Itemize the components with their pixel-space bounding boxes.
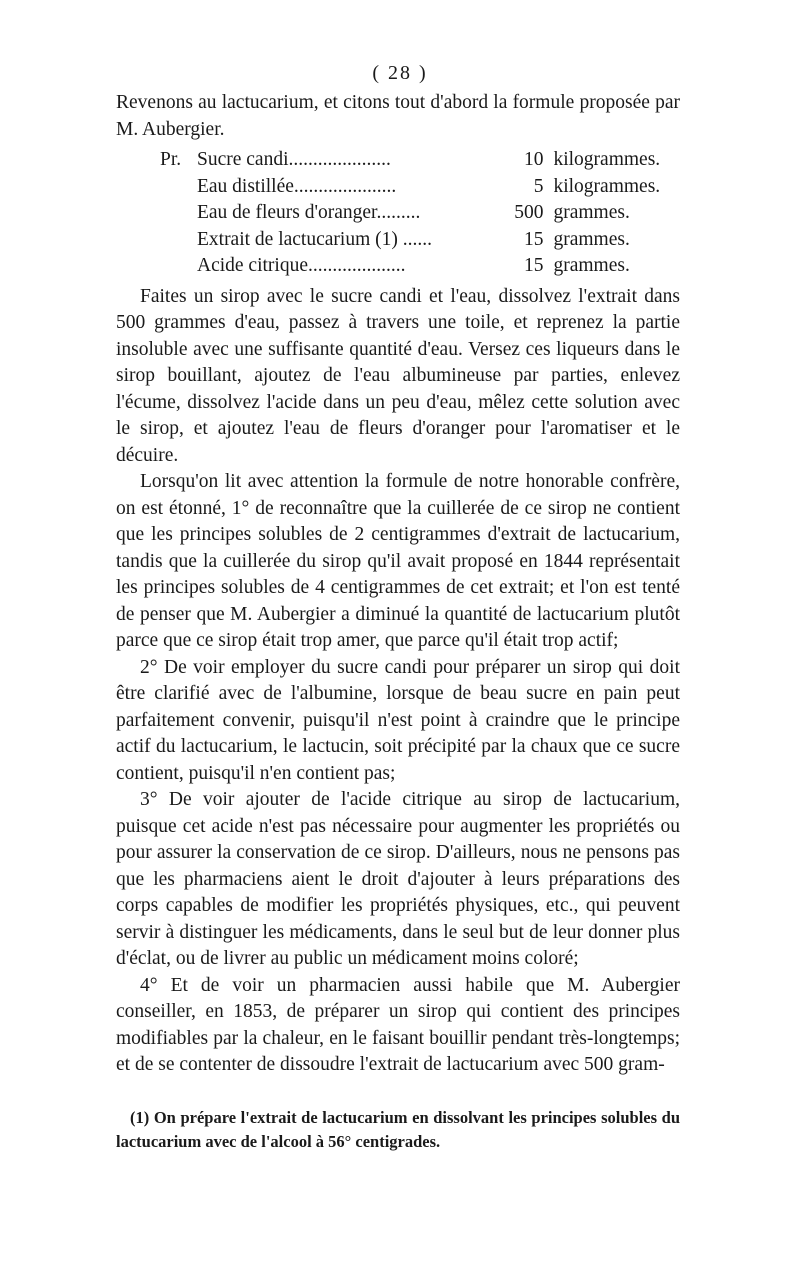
formula-unit: grammes. (553, 228, 630, 250)
formula-table (116, 147, 680, 280)
formula-ingredient: Eau distillée..................... (196, 175, 397, 197)
formula-quantity: 15 (523, 228, 544, 250)
formula-row (116, 227, 680, 254)
formula-unit: kilogrammes. (553, 175, 661, 197)
formula-row (116, 147, 680, 174)
formula-unit: grammes. (553, 255, 630, 276)
intro-paragraph: Revenons au lactucarium, et citons tout d'abord la formule proposée par M. Aubergier. (116, 92, 680, 140)
formula-row (116, 174, 680, 201)
formula-ingredient: Eau de fleurs d'oranger......... (196, 202, 421, 223)
formula-quantity: 500 (514, 202, 544, 223)
body-paragraph: 4° Et de voir un pharmacien aussi habile que M. Aubergier conseiller, en 1853, de préparer un sirop qui contient des principes modifiables par la chaleur, en le faisant bouillir pendant très-longtemps; et de se contenter de dissoudre l'extrait de lactucarium avec 500 gram- (116, 974, 680, 1075)
formula-unit: kilogrammes. (553, 149, 661, 170)
page-number: ( 28 ) (372, 62, 428, 84)
body-paragraph: 3° De voir ajouter de l'acide citrique au sirop de lactucarium, puisque cet acide n'est pas nécessaire pour augmenter les propriétés ou pour assurer la conservation de ce sirop. D'ailleurs, nous ne pensons pas que les pharmaciens aient le droit d'ajouter à leurs préparations des corps capables de modifier les propriétés physiques, etc., qui peuvent servir à distinguer les médicaments, dans le seul but de leur donner plus d'éclat, ou de livrer au public un médicament moins coloré; (116, 789, 680, 969)
formula-quantity: 5 (533, 175, 544, 197)
body-paragraph: Faites un sirop avec le sucre candi et l'eau, dissolvez l'extrait dans 500 grammes d'eau, passez à travers une toile, et reprenez la partie insoluble avec une suffisante quantité d'eau. Versez ces liqueurs dans le sirop bouillant, ajoutez de l'eau albumineuse par parties, enlevez l'écume, dissolvez l'acide dans un peu d'eau, mêlez cette solution avec le sirop, et ajoutez l'eau de fleurs d'oranger pour l'aromatiser et le décuire. (116, 285, 680, 466)
formula-row (116, 253, 680, 280)
body-paragraph: Lorsqu'on lit avec attention la formule de notre honorable confrère, on est étonné, 1° de reconnaître que la cuillerée de ce sirop ne contient que les principes solubles de 2 centigrammes d'extrait de lactucarium, tandis que la cuillerée du sirop qu'il avait proposé en 1844 représentait les principes solubles de 4 centigrammes de cet extrait; et l'on est tenté de penser que M. Aubergier a diminué la quantité de lactucarium plutôt parce que ce sirop était trop amer, que parce qu'il était trop actif; (116, 471, 680, 651)
formula-ingredient: Extrait de lactucarium (1) ...... (196, 228, 432, 250)
body-paragraph: 2° De voir employer du sucre candi pour préparer un sirop qui doit être clarifié avec de l'albumine, lorsque de beau sucre en pain peut parfaitement convenir, puisqu'il n'est point à craindre que le principe actif du lactucarium, le lactucin, soit précipité par la chaux que ce sucre contient, puisqu'il n'en contient pas; (116, 656, 680, 784)
formula-ingredient: Acide citrique.................... (196, 255, 406, 276)
formula-row (116, 200, 680, 227)
formula-unit: grammes. (553, 202, 630, 223)
formula-prefix: Pr. (160, 149, 182, 170)
formula-quantity: 10 (523, 149, 544, 170)
formula-ingredient: Sucre candi..................... (196, 149, 391, 170)
formula-quantity: 15 (523, 255, 544, 276)
body-text (116, 90, 680, 1079)
footnote: (1) On prépare l'extrait de lactucarium en dissolvant les principes solubles du lactucarium avec de l'alcool à 56° centigrades. (116, 1108, 680, 1151)
